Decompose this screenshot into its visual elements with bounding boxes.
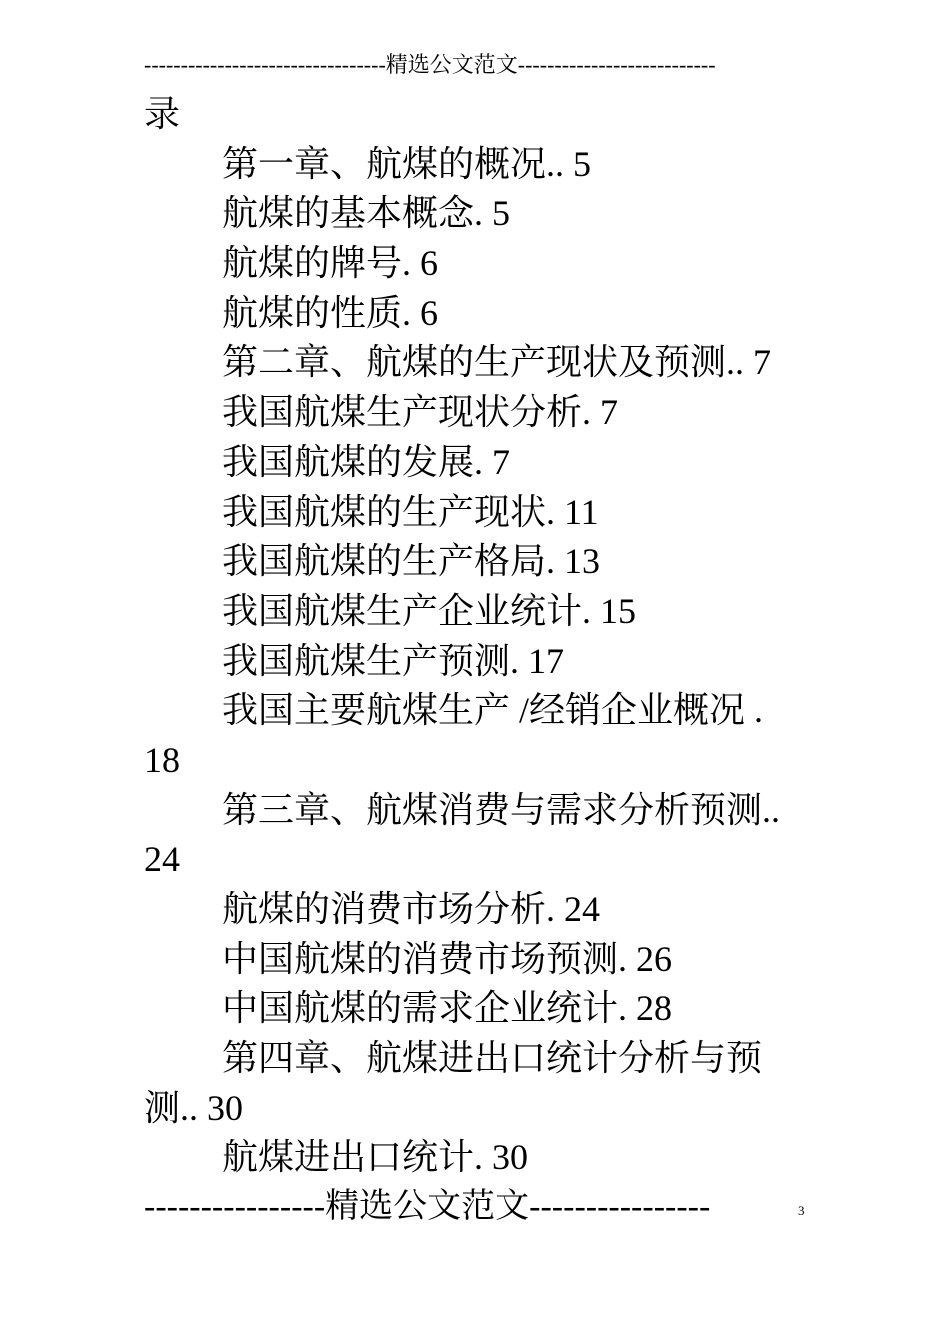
toc-line: 航煤的基本概念. 5 [222, 193, 511, 234]
toc-line: 我国航煤生产企业统计. 15 [222, 590, 637, 631]
toc-line: 18 [144, 739, 180, 780]
toc-line: 航煤的牌号. 6 [222, 243, 439, 284]
toc-line: 我国航煤生产预测. 17 [222, 640, 565, 681]
toc-line: 我国主要航煤生产 /经销企业概况 . [222, 690, 764, 731]
page-number: 3 [798, 1203, 805, 1218]
toc-line: 中国航煤的需求企业统计. 28 [222, 988, 673, 1029]
page-footer: ----------------精选公文范文---------------- [144, 1188, 711, 1225]
toc-line: 录 [144, 94, 181, 134]
toc-line: 航煤进出口统计. 30 [222, 1137, 529, 1178]
table-of-contents [144, 90, 816, 1183]
toc-line: 中国航煤的消费市场预测. 26 [222, 938, 673, 979]
toc-line: 我国航煤的生产现状. 11 [222, 491, 599, 532]
toc-line: 第一章、航煤的概况.. 5 [222, 143, 592, 184]
toc-line: 24 [144, 839, 180, 880]
toc-line: 航煤的消费市场分析. 24 [222, 889, 601, 929]
toc-line: 第四章、航煤进出口统计分析与预 [222, 1038, 763, 1079]
toc-line: 测.. 30 [144, 1087, 244, 1128]
toc-line: 我国航煤的生产格局. 13 [222, 541, 601, 582]
toc-line: 航煤的性质. 6 [222, 292, 439, 333]
toc-line: 第二章、航煤的生产现状及预测.. 7 [222, 342, 772, 383]
toc-line: 我国航煤的发展. 7 [222, 441, 511, 482]
toc-line: 我国航煤生产现状分析. 7 [222, 392, 619, 433]
page-header: ---------------------------------精选公文范文--------------------------- [144, 52, 716, 77]
toc-line: 第三章、航煤消费与需求分析预测.. [222, 789, 781, 830]
